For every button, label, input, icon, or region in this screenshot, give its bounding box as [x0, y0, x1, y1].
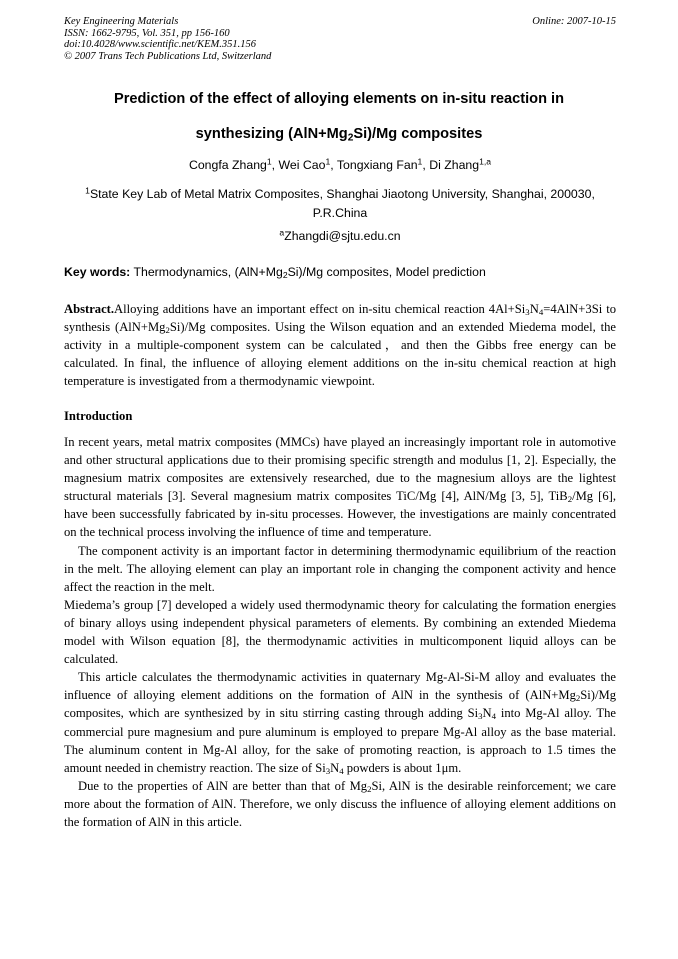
paper-title-line-1: Prediction of the effect of alloying elements on in-situ reaction in: [113, 91, 565, 107]
abstract-label: Abstract.: [64, 302, 115, 316]
author-name: Wei Cao: [278, 158, 326, 172]
online-date: Online: 2007-10-15: [532, 16, 616, 27]
paper-title-line-2: synthesizing $(AlN+Mg_2Si)/Mg$ composites: [195, 126, 483, 144]
paragraph: The component activity is an important factor in determining thermodynamic equilibrium of the reaction in the melt. The alloying element can play an important role in changing the component activity and hence affect the reaction in the melt.: [64, 543, 616, 594]
author-list: Congfa Zhang$^1$, Wei Cao$^1$, Tongxiang Fan$^1$, Di Zhang$^{1,a}$: [188, 156, 492, 172]
introduction-body: [64, 433, 616, 831]
paragraph: Due to the properties of AlN are better than that of $Mg_2Si$, AlN is the desirable reinforcement; we care more about the formation of AlN. Therefore, we only discuss the influence of alloying element additions on the formation of AlN in this article.: [64, 778, 616, 829]
paragraph: In recent years, metal matrix composites (MMCs) have played an increasingly important role in automotive and other structural applications due to their promising specific strength and modulus [1, 2]. Especially, the magnesium matrix composites are extensively researched, due to the magnesium alloys are the lightest structural materials [3]. Several magnesium matrix composites TiC/Mg [4], AlN/Mg [3, 5], TiB$_2$/Mg [6], have been successfully fabricated by in-situ processes. However, the investigations are mainly concentrated on the technical process involving the influence of time and temperature.: [64, 435, 616, 540]
paragraph: This article calculates the thermodynamic activities in quaternary Mg-Al-Si-M alloy and evaluates the influence of alloying element additions on the formation of AlN in the synthesis of $(AlN+Mg_2Si)/Mg$ composites, which are synthesized by in situ stirring casting through adding $Si_3N_4$ into Mg-Al alloy. The commercial pure magnesium and pure aluminum is employed to prepare Mg-Al alloy as the base material. The aluminum content in Mg-Al alloy, for the sake of promoting reaction, is approach to 1.5 times the amount needed in chemistry reaction. The size of $Si_3N_4$ powders is about 1μm.: [64, 670, 616, 776]
author-name: Tongxiang Fan: [336, 158, 418, 172]
journal-doi: doi:10.4028/www.scientific.net/KEM.351.156: [64, 39, 256, 50]
introduction-heading: Introduction: [64, 409, 133, 423]
affiliation: $^1$State Key Lab of Metal Matrix Composites, Shanghai Jiaotong University, Shanghai, 200030, P.R.China: [85, 185, 595, 220]
author-email: $^a$Zhangdi@sjtu.edu.cn: [279, 227, 401, 243]
paragraph: Miedema’s group [7] developed a widely used thermodynamic theory for calculating the formation energies of binary alloys using independent physical parameters of elements. By combining an extended Miedema model with Wilson equation [8], the thermodynamic activities in multicomponent liquid alloys can be calculated.: [64, 597, 616, 667]
keywords-label: Key words:: [64, 265, 131, 279]
journal-issn: ISSN: 1662-9795, Vol. 351, pp 156-160: [64, 27, 230, 39]
journal-name: Key Engineering Materials: [64, 16, 179, 27]
abstract: Abstract.Alloying additions have an important effect on in-situ chemical reaction $4Al+Si_3N_4=4AlN+3Si$ to synthesis $(AlN+Mg_2Si)/Mg$ composites. Using the Wilson equation and an extended Miedema model, the activity in a multiple-component system can be calculated，and then the Gibbs free energy can be calculated. In final, the influence of alloying element additions on the in-situ chemical reaction at high temperature is investigated from a thermodynamic viewpoint.: [64, 302, 617, 389]
author-name: Congfa Zhang: [188, 158, 267, 172]
keywords: Key words: Thermodynamics, $(AlN+Mg_2Si)/Mg$ composites, Model prediction: [64, 265, 486, 281]
author-name: Di Zhang: [429, 158, 480, 172]
journal-copyright: © 2007 Trans Tech Publications Ltd, Switzerland: [64, 50, 272, 62]
journal-header: [64, 16, 616, 62]
